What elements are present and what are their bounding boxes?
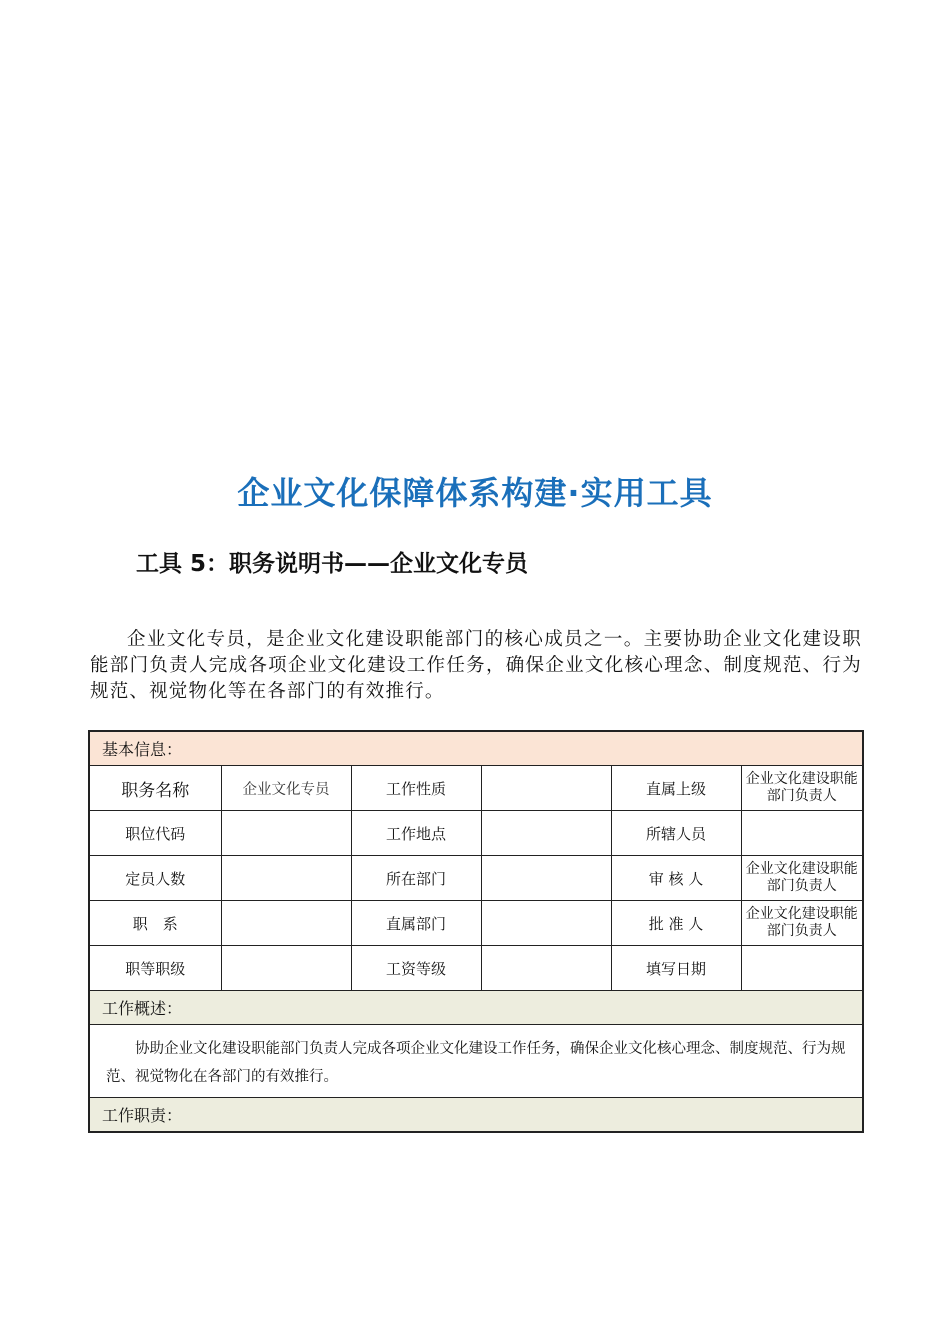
value-cell <box>221 811 351 856</box>
section-summary <box>89 991 863 1025</box>
label-cell: 直属部门 <box>351 901 481 946</box>
summary-cell <box>89 1025 863 1098</box>
section-duties-label: 工作职责： <box>89 1098 863 1133</box>
section-basic-info <box>89 731 863 766</box>
value-cell: 企业文化专员 <box>221 766 351 811</box>
table-row <box>89 901 863 946</box>
label-cell: 职等职级 <box>89 946 221 991</box>
value-cell <box>481 766 611 811</box>
section-duties <box>89 1098 863 1133</box>
intro-paragraph: 企业文化专员，是企业文化建设职能部门的核心成员之一。主要协助企业文化建设职能部门负责人完成各项企业文化建设工作任务，确保企业文化核心理念、制度规范、行为规范、视觉物化等在各部门的有效推行。 <box>90 629 862 702</box>
value-cell: 企业文化建设职能部门负责人 <box>741 901 863 946</box>
label-cell: 审 核 人 <box>611 856 741 901</box>
label-cell: 所辖人员 <box>611 811 741 856</box>
label-cell: 直属上级 <box>611 766 741 811</box>
value-cell <box>481 901 611 946</box>
table-row <box>89 946 863 991</box>
label-cell: 工作地点 <box>351 811 481 856</box>
table-row <box>89 811 863 856</box>
value-cell: 企业文化建设职能部门负责人 <box>741 856 863 901</box>
value-cell <box>741 811 863 856</box>
value-cell <box>481 946 611 991</box>
label-cell: 职 系 <box>89 901 221 946</box>
label-cell: 填写日期 <box>611 946 741 991</box>
summary-row <box>89 1025 863 1098</box>
label-cell: 定员人数 <box>89 856 221 901</box>
value-cell <box>221 856 351 901</box>
table-row <box>89 856 863 901</box>
label-cell: 所在部门 <box>351 856 481 901</box>
label-cell: 工作性质 <box>351 766 481 811</box>
label-cell: 工资等级 <box>351 946 481 991</box>
section-basic-label: 基本信息： <box>89 731 863 766</box>
label-cell: 职务名称 <box>89 766 221 811</box>
job-description-table <box>88 730 864 1133</box>
table-row <box>89 766 863 811</box>
value-cell <box>481 856 611 901</box>
value-cell <box>481 811 611 856</box>
label-cell: 职位代码 <box>89 811 221 856</box>
page-title: 企业文化保障体系构建·实用工具 <box>237 474 713 512</box>
summary-text: 协助企业文化建设职能部门负责人完成各项企业文化建设工作任务，确保企业文化核心理念、制度规范、行为规范、视觉物化在各部门的有效推行。 <box>106 1041 846 1085</box>
value-cell <box>221 946 351 991</box>
value-cell <box>741 946 863 991</box>
value-cell: 企业文化建设职能部门负责人 <box>741 766 863 811</box>
label-cell: 批 准 人 <box>611 901 741 946</box>
section-summary-label: 工作概述： <box>89 991 863 1025</box>
section-subtitle: 工具 5：职务说明书——企业文化专员 <box>136 551 529 577</box>
value-cell <box>221 901 351 946</box>
